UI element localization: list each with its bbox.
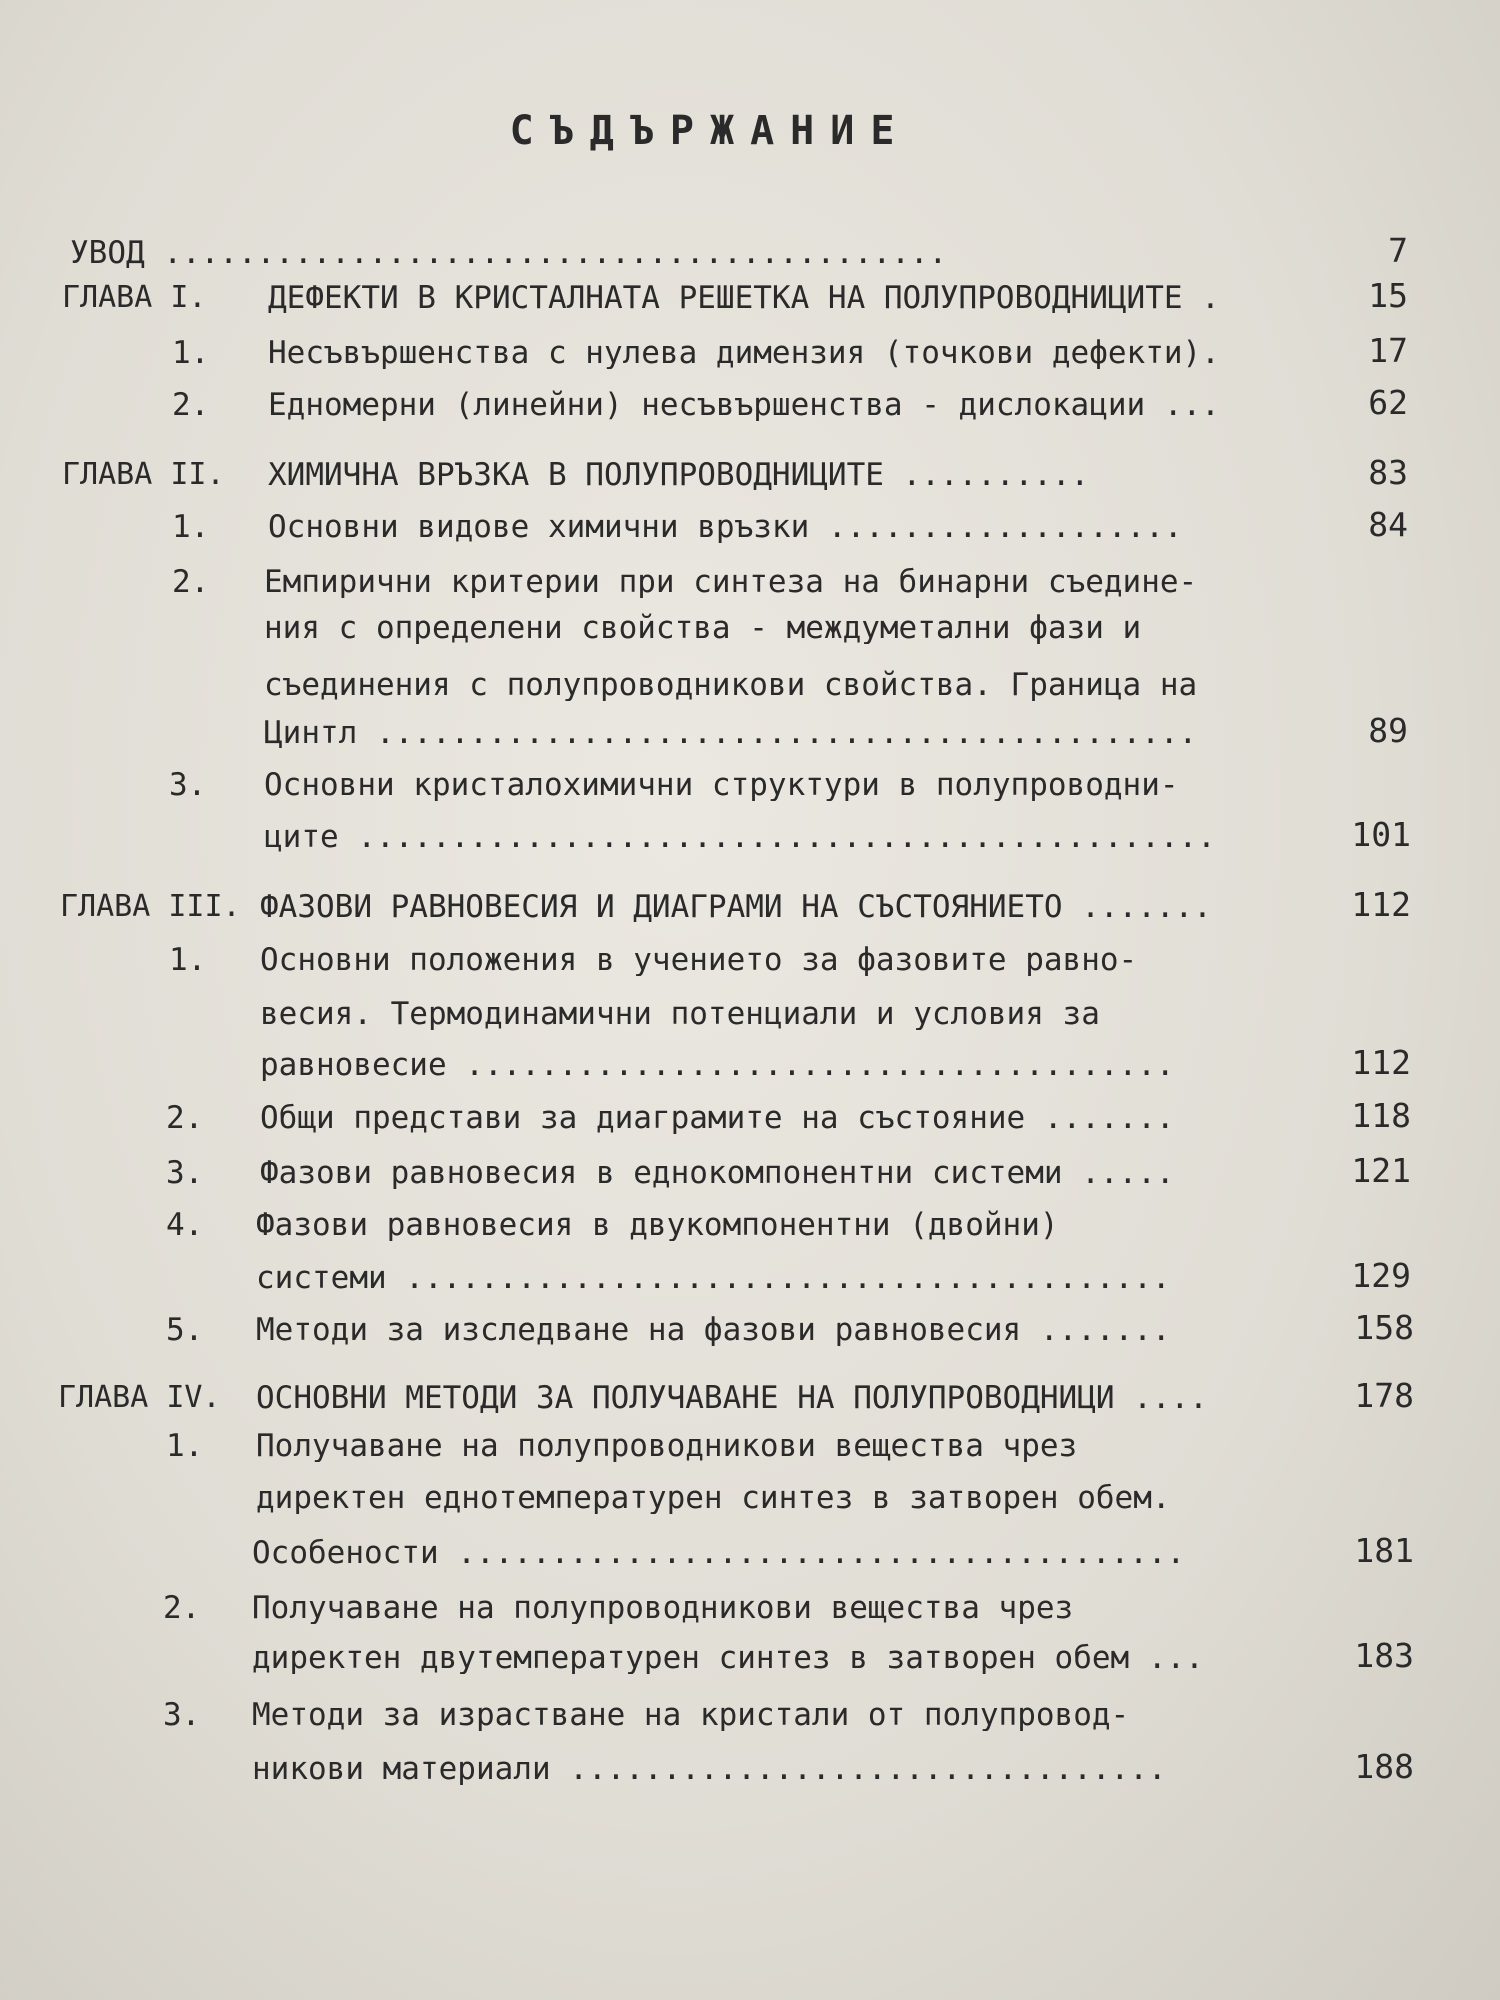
page-number: 178	[1354, 1376, 1414, 1415]
entry-text: никови материали ................................	[252, 1754, 1167, 1785]
entry-text: ФАЗОВИ РАВНОВЕСИЯ И ДИАГРАМИ НА СЪСТОЯНИЕТО .......	[260, 892, 1212, 923]
entry-text: системи .........................................	[256, 1263, 1171, 1294]
section-number: 1.	[172, 509, 210, 545]
section-number: 3.	[163, 1697, 201, 1733]
page-number: 89	[1368, 711, 1408, 750]
page-number: 129	[1351, 1256, 1411, 1295]
section-number: 1.	[172, 335, 210, 371]
page-number: 112	[1351, 885, 1411, 924]
section-number: 5.	[166, 1312, 204, 1348]
chapter-number: ГЛАВА I.	[62, 280, 207, 315]
entry-text: Несъвършенства с нулева димензия (точкови дефекти).	[268, 338, 1220, 369]
entry-text: Получаване на полупроводникови вещества чрез	[252, 1593, 1074, 1624]
section-number: 3.	[169, 767, 207, 803]
chapter-number: ГЛАВА IV.	[58, 1380, 221, 1415]
entry-text: ХИМИЧНА ВРЪЗКА В ПОЛУПРОВОДНИЦИТЕ ..........	[268, 460, 1090, 491]
entry-text: Емпирични критерии при синтеза на бинарни съедине-	[264, 567, 1198, 598]
page-number: 83	[1368, 453, 1408, 492]
entry-text: Основни видове химични връзки ...................	[268, 512, 1183, 543]
entry-text: УВОД ..........................................	[70, 238, 948, 269]
page-number: 84	[1368, 505, 1408, 544]
page-number: 118	[1351, 1096, 1411, 1135]
page-number: 188	[1354, 1747, 1414, 1786]
entry-text: директен еднотемпературен синтез в затворен обем.	[256, 1483, 1171, 1514]
page-title: СЪДЪРЖАНИЕ	[509, 108, 911, 154]
section-number: 1.	[169, 942, 207, 978]
entry-text: Фазови равновесия в двукомпонентни (двойни)	[256, 1210, 1059, 1241]
entry-text: ния с определени свойства - междуметални фази и	[264, 613, 1142, 644]
entry-text: Фазови равновесия в еднокомпонентни системи .....	[260, 1158, 1175, 1189]
entry-text: ците ..............................................	[264, 822, 1216, 853]
chapter-number: ГЛАВА III.	[60, 889, 241, 924]
entry-text: Общи представи за диаграмите на състояние .......	[260, 1103, 1175, 1134]
section-number: 1.	[166, 1428, 204, 1464]
entry-text: Едномерни (линейни) несъвършенства - дислокации ...	[268, 390, 1220, 421]
page-number: 112	[1351, 1043, 1411, 1082]
section-number: 2.	[172, 564, 210, 600]
chapter-number: ГЛАВА II.	[62, 457, 225, 492]
entry-text: Получаване на полупроводникови вещества чрез	[256, 1431, 1078, 1462]
page-number: 181	[1354, 1531, 1414, 1570]
page-number: 121	[1351, 1151, 1411, 1190]
entry-text: Основни положения в учението за фазовите равно-	[260, 945, 1138, 976]
section-number: 3.	[166, 1155, 204, 1191]
entry-text: равновесие ......................................	[260, 1050, 1175, 1081]
entry-text: директен двутемпературен синтез в затворен обем ...	[252, 1643, 1204, 1674]
entry-text: Основни кристалохимични структури в полупроводни-	[264, 770, 1179, 801]
page-number: 158	[1354, 1308, 1414, 1347]
section-number: 2.	[166, 1100, 204, 1136]
entry-text: ОСНОВНИ МЕТОДИ ЗА ПОЛУЧАВАНЕ НА ПОЛУПРОВОДНИЦИ ....	[256, 1383, 1208, 1414]
page-number: 183	[1354, 1636, 1414, 1675]
entry-text: съединения с полупроводникови свойства. Граница на	[264, 670, 1198, 701]
entry-text: Особености .......................................	[252, 1538, 1186, 1569]
section-number: 4.	[166, 1207, 204, 1243]
entry-text: Методи за израстване на кристали от полупровод-	[252, 1700, 1130, 1731]
entry-text: Методи за изследване на фазови равновесия .......	[256, 1315, 1171, 1346]
section-number: 2.	[172, 387, 210, 423]
page-number: 7	[1388, 231, 1408, 270]
page-number: 17	[1368, 331, 1408, 370]
entry-text: Цинтл ............................................	[264, 718, 1198, 749]
page-number: 15	[1368, 276, 1408, 315]
entry-text: ДЕФЕКТИ В КРИСТАЛНАТА РЕШЕТКА НА ПОЛУПРОВОДНИЦИТЕ .	[268, 283, 1220, 314]
page-number: 101	[1351, 815, 1411, 854]
section-number: 2.	[163, 1590, 201, 1626]
entry-text: весия. Термодинамични потенциали и условия за	[260, 999, 1100, 1030]
page-number: 62	[1368, 383, 1408, 422]
